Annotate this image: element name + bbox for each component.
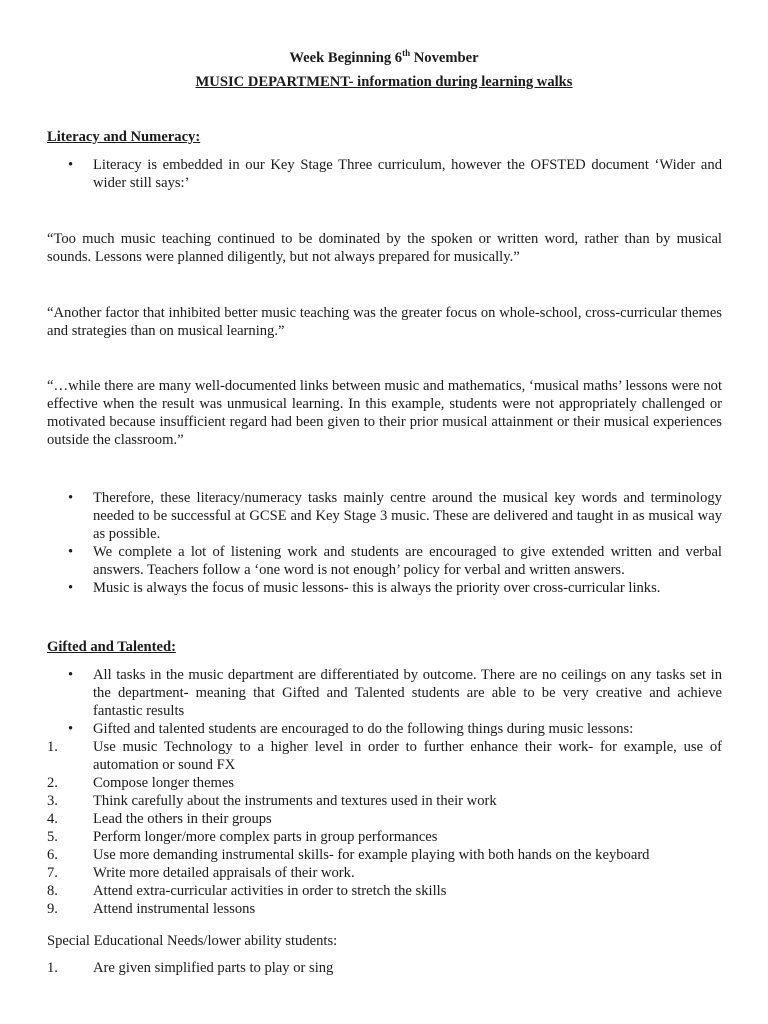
list-item-text: Think carefully about the instruments and textures used in their work: [93, 793, 497, 809]
list-item: [0, 828, 722, 846]
literacy-heading: Literacy and Numeracy:: [47, 129, 201, 145]
bullet-icon: •: [68, 667, 74, 683]
list-item-text: Are given simplified parts to play or sing: [93, 960, 334, 976]
list-item-text: Use music Technology to a higher level in order to further enhance their work- for example, use of automation or sound FX: [93, 739, 722, 773]
list-item: [0, 543, 722, 579]
page-subtitle: [0, 73, 768, 91]
list-item-text: Perform longer/more complex parts in group performances: [93, 829, 438, 845]
list-item: [0, 864, 722, 882]
list-item: [0, 489, 722, 543]
bullet-icon: •: [68, 721, 74, 737]
list-number: 2.: [47, 775, 58, 791]
bullet-icon: •: [68, 544, 74, 560]
list-item-text: We complete a lot of listening work and students are encouraged to give extended written and verbal answers. Teachers follow a ‘one word is not enough’ policy for verbal and written answers.: [93, 544, 722, 578]
quote-paragraph: “Too much music teaching continued to be dominated by the spoken or written word, rather than by musical sounds. Lessons were planned diligently, but not always prepared for musically.”: [47, 231, 722, 265]
list-item-text: Gifted and talented students are encouraged to do the following things during music lessons:: [93, 721, 634, 737]
page-title: [0, 44, 768, 67]
list-item-text: Lead the others in their groups: [93, 811, 272, 827]
list-number: 4.: [47, 811, 58, 827]
list-number: 1.: [47, 960, 58, 976]
list-item-text: Therefore, these literacy/numeracy tasks mainly centre around the musical key words and terminology needed to be successful at GCSE and Key Stage 3 music. These are delivered and taught in as musical way as possible.: [93, 490, 722, 542]
subtitle-text: MUSIC DEPARTMENT- information during learning walks: [195, 74, 573, 90]
list-number: 3.: [47, 793, 58, 809]
quote-paragraph: “…while there are many well-documented links between music and mathematics, ‘musical maths’ lessons were not effective when the result was unmusical learning. In this example, students were not appropriately challenged or motivated because insufficient regard had been given to their prior musical attainment or their musical experiences outside the classroom.”: [47, 378, 722, 448]
literacy-bullet-list: [0, 489, 768, 597]
gifted-bullet-list: [0, 666, 768, 918]
list-item-text: Attend instrumental lessons: [93, 901, 256, 917]
list-item: [0, 579, 722, 597]
list-item: [0, 666, 722, 720]
list-item: [0, 774, 722, 792]
list-item-text: All tasks in the music department are differentiated by outcome. There are no ceilings on any tasks set in the department- meaning that Gifted and Talented students are able to be very creative and achieve fantastic results: [93, 667, 722, 719]
list-item: [0, 846, 722, 864]
list-item-text: Write more detailed appraisals of their work.: [93, 865, 355, 881]
title-suffix: November: [410, 49, 479, 66]
list-item: [0, 156, 722, 192]
list-item: [0, 882, 722, 900]
list-item-text: Literacy is embedded in our Key Stage Three curriculum, however the OFSTED document ‘Wider and wider still says:’: [93, 157, 722, 191]
list-number: 6.: [47, 847, 58, 863]
gifted-heading: Gifted and Talented:: [47, 639, 176, 655]
list-number: 5.: [47, 829, 58, 845]
sen-heading: Special Educational Needs/lower ability students:: [47, 933, 338, 949]
bullet-icon: •: [68, 580, 74, 596]
quote-paragraph: “Another factor that inhibited better music teaching was the greater focus on whole-school, cross-curricular themes and strategies than on musical learning.”: [47, 305, 722, 339]
list-item: [0, 720, 722, 738]
list-item-text: Compose longer themes: [93, 775, 235, 791]
list-item: [0, 738, 722, 774]
list-item: [0, 810, 722, 828]
list-item-text: Music is always the focus of music lessons- this is always the priority over cross-curricular links.: [93, 580, 661, 596]
list-item: [0, 959, 722, 977]
list-number: 1.: [47, 739, 58, 755]
literacy-intro-list: [0, 156, 768, 192]
title-prefix: Week Beginning 6: [289, 49, 403, 66]
list-number: 9.: [47, 901, 58, 917]
list-item: [0, 792, 722, 810]
sen-numbered-list: [0, 959, 768, 977]
bullet-icon: •: [68, 490, 74, 506]
bullet-icon: •: [68, 157, 74, 173]
title-superscript: th: [402, 48, 411, 58]
list-item-text: Attend extra-curricular activities in order to stretch the skills: [93, 883, 447, 899]
list-item-text: Use more demanding instrumental skills- for example playing with both hands on the keyboard: [93, 847, 650, 863]
list-number: 7.: [47, 865, 58, 881]
list-number: 8.: [47, 883, 58, 899]
list-item: [0, 900, 722, 918]
